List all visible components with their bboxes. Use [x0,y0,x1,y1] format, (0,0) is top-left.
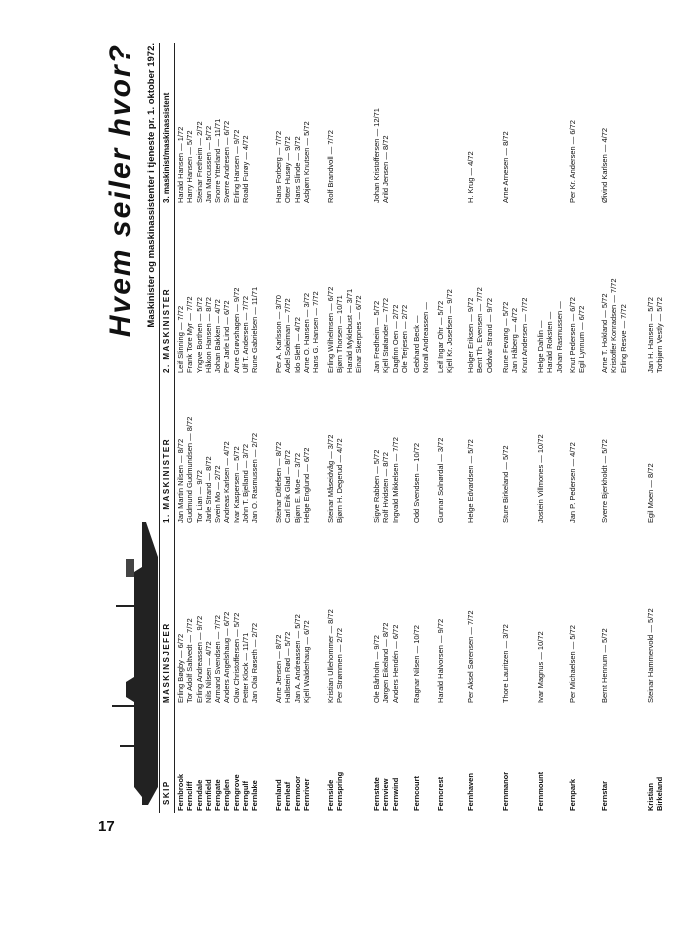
crew-entry: Johan Bakken — 4/72 [213,299,223,373]
crew-entry: Hans Slinde — 3/72 [292,136,302,203]
crew-entry: Einar Skerpnes — 6/72 [353,295,363,373]
crew-column-chief [436,619,445,703]
crew-column-m1 [412,443,421,523]
ship-name: Fernlake [250,780,260,811]
crew-entry: Dagfinn Oen — 2/72 [390,304,400,373]
crew-entry: Oddvar Strand — 9/72 [484,297,494,373]
ship-name: Fernview [381,778,391,811]
crew-entry: Steinar Ditlefsen — 8/72 [274,441,283,523]
ship-name: Ferngate [213,779,223,811]
crew-column-m1 [568,442,577,523]
crew-entry: H. Krug — 4/72 [466,151,475,203]
crew-entry: Yngve Borthen — 5/72 [194,297,204,373]
header-first: 1. MASKINISTER [162,437,171,523]
crew-entry: Gudmund Gudmundsen — 8/72 [185,416,195,523]
ship-name: Fernbrook [176,773,185,811]
crew-column-chief [646,608,655,703]
crew-entry: Rune Gabrielsen — 11/71 [250,286,260,373]
ship-name: Fernriver [301,778,311,811]
crew-entry: Bjørn E. Moe — 3/72 [292,452,302,523]
crew-entry: Kjell Kr. Josefsen — 9/72 [445,289,455,373]
ship-name: Fernglen [222,779,232,811]
crew-entry: Hans G. Hansen — 7/72 [311,291,321,373]
crew-entry: Per Jarle Lind — 6/72 [222,300,232,373]
crew-column-m1 [600,439,609,523]
crew-entry: Harald Hansen — 1/72 [176,126,185,203]
crew-column-m1 [326,435,345,523]
ship-name: Fernspring [335,771,345,811]
crew-entry: Jan Håberg — 4/72 [510,307,520,373]
crew-entry: Ole Terjesen — 2/72 [399,304,409,373]
ship-name: Ferncrest [436,776,445,811]
crew-column-chief [568,625,577,703]
crew-entry: Roald Furøy — 4/72 [241,135,251,203]
crew-column-m2 [600,279,628,374]
crew-entry: John T. Bjelland — 3/72 [241,443,251,523]
crew-entry: Gunnar Solnørdal — 3/72 [436,437,445,523]
ship-name: Fernpark [568,778,577,811]
crew-entry: Svein Mo — 2/72 [213,465,223,523]
crew-entry: Armand Svendsen — 7/72 [213,615,223,703]
crew-entry: Erling Andreassen — 9/72 [194,615,204,703]
crew-entry: Bjørn Thorsen — 10/71 [335,295,345,373]
crew-entry: Kristoffer Konradsen — 7/72 [609,278,619,373]
crew-entry: Olav Christoffersen — 5/72 [231,612,241,703]
crew-entry: Egil Lynnum — 6/72 [577,305,587,373]
crew-entry: Øivind Karlsen — 4/72 [600,127,609,203]
crew-column-m1 [436,438,445,523]
crew-entry: Frank Tore Myr — 7/72 [185,296,195,373]
crew-entry: Sigve Rabben — 5/72 [372,449,381,523]
crew-entry: Kjell Stølander — 7/72 [381,297,391,373]
crew-entry: Ivar Kaspersen — 5/72 [231,446,241,523]
crew-entry: Jørgen Eikeland — 8/72 [381,622,391,703]
crew-column-chief [176,612,260,703]
ship-names [412,776,421,811]
crew-entry: Odd Svendsen — 10/72 [412,442,421,523]
crew-column-m1 [501,445,510,523]
crew-entry: Per Kr. Andersen — 6/72 [568,120,577,203]
ship-name: Kristian [646,783,655,811]
crew-entry: Snorre Ytterland — 11/71 [213,118,223,203]
ship-name: Fernwind [390,777,400,811]
crew-entry: Andreas Karlsen — 4/72 [222,441,232,523]
ship-name: Fernfield [203,779,213,811]
ship-name: Fernstate [372,777,381,811]
ship-names [436,777,445,811]
crew-column-m3 [372,108,391,203]
crew-column-m3 [326,130,335,203]
crew-entry: Petter Klock — 11/71 [241,632,251,703]
crew-entry: Jarle Strand — 8/72 [203,456,213,523]
ship-name: Ferndale [194,779,204,811]
crew-column-m2 [501,298,529,373]
crew-column-m1 [176,417,260,523]
crew-column-m2 [176,287,260,373]
crew-entry: Jan P. Pedersen — 4/72 [568,442,577,523]
crew-entry: Sture Birkeland — 5/72 [501,445,510,523]
crew-column-m1 [646,463,655,523]
crew-entry: Harald Roksten — [545,311,555,373]
crew-column-chief [600,628,609,703]
crew-entry: Johan Kristoffersen — 12/71 [372,108,381,203]
page-title: Hvem seiler hvor? [104,43,137,338]
crew-entry: Leif Slinning — 7/72 [176,305,185,373]
crew-entry: Jan Olai Røseth — 2/72 [250,622,260,703]
crew-entry: Erling Resve — 7/72 [618,304,628,373]
crew-column-m2 [568,297,587,373]
crew-entry: Helge Dahlin — [536,320,545,373]
crew-entry: Rolf Brandvoll — 7/72 [326,130,335,203]
crew-column-m3 [568,120,577,203]
crew-entry: Per Aksel Sørensen — 7/72 [466,610,475,703]
crew-entry: Bjørn H. Degerud — 4/72 [335,438,345,523]
ship-names [501,772,510,811]
crew-entry: Torbjørn Vestly — 5/72 [655,297,665,373]
crew-entry: Erling Wilhelmsen — 6/72 [326,286,335,373]
crew-entry: Harald Myklebust — 3/71 [344,288,354,373]
crew-entry: Arne Arnesen — 8/72 [501,131,510,203]
crew-column-m2 [274,291,320,373]
crew-column-m2 [466,287,494,373]
page-subtitle: Maskinister og maskinassistenter i tjeneste pr. 1. oktober 1972. [146,43,157,328]
crew-column-m3 [176,119,250,203]
rotated-page-content [104,43,689,813]
crew-entry: Erling Bøgby — 6/72 [176,633,185,703]
crew-entry: Knut Andersen — 7/72 [519,297,529,373]
crew-column-m2 [412,302,431,373]
crew-entry: Gebhard Beck — [412,315,421,373]
page-number: 17 [98,818,115,835]
crew-entry: Erling Hansen — 9/72 [231,129,241,203]
ship-name: Ferngrove [231,774,241,811]
ship-names [536,772,545,811]
crew-column-chief [501,624,510,703]
crew-entry: Otter Husøy — 9/72 [283,136,293,203]
crew-entry: Per Michaelsen — 5/72 [568,625,577,703]
crew-column-m1 [466,439,475,523]
crew-entry: Steinar Fretheim — 2/72 [194,121,204,203]
ship-names [372,777,400,811]
ship-name: Ferngulf [241,781,251,811]
crew-entry: Arne Jensen — 8/72 [274,634,283,703]
crew-column-m3 [501,131,510,203]
ship-names [326,772,345,811]
crew-entry: Thore Lauritzen — 3/72 [501,624,510,703]
crew-entry: Jan O. Rasmussen — 2/72 [250,432,260,523]
crew-column-chief [326,609,345,703]
crew-entry: Håkon Hansen — 8/72 [203,297,213,373]
ship-name: Fernside [326,779,335,811]
crew-column-m1 [274,442,311,523]
crew-entry: Ole Bårholm — 9/72 [372,635,381,703]
crew-column-m2 [326,287,363,373]
crew-entry: Helge Edvardsen — 5/72 [466,439,475,523]
ship-name: Fernmount [536,771,545,811]
crew-entry: Arne Grøvshagen — 9/72 [231,287,241,373]
crew-entry: Carl Erik Glad — 8/72 [283,450,293,523]
crew-entry: Tor Lian — 9/72 [194,470,204,523]
crew-entry: Hallstein Rød — 5/72 [283,631,293,703]
ship-names [176,774,260,811]
crew-entry: Arne O. Hansen — 3/72 [301,292,311,373]
crew-entry: Per A. Karlsson — 3/70 [274,295,283,373]
ship-name: Ferncourt [412,775,421,811]
ship-name: Fernmoor [292,775,302,811]
ship-names [466,773,475,811]
ship-name: Fernstar [600,780,609,811]
crew-entry: Sverre Bjerkholdt — 5/72 [600,439,609,523]
ship-name: Fernmanor [501,771,510,811]
crew-entry: Ido Sleth — 4/72 [292,317,302,373]
header-second: 2. MASKINISTER [162,287,171,373]
header-ship: SKIP [162,780,171,805]
ship-name: Ferncliff [185,781,195,811]
crew-entry: Steinar Måseidvåg — 3/72 [326,434,335,523]
crew-entry: Per Strømmen — 2/72 [335,627,345,703]
ship-names [646,777,665,811]
crew-column-chief [412,625,421,703]
crew-column-m1 [372,437,400,523]
crew-entry: Kjell Walderhaug — 6/72 [301,620,311,703]
crew-entry: Bernt Hennum — 5/72 [600,628,609,703]
header-third: 3. maskinist/maskinassistent [162,92,171,203]
crew-entry: Anders Angelshaug — 6/72 [222,611,232,703]
crew-entry: Jan H. Hansen — 5/72 [646,297,655,373]
crew-entry: Jan A. Andreassen — 5/72 [292,614,302,703]
table-header [159,43,175,813]
crew-entry: Jan Martin Nilsen — 8/72 [176,438,185,523]
crew-entry: Ulf T. Andersen — 7/72 [241,296,251,373]
crew-entry: Ivar Magnus — 10/72 [536,631,545,703]
crew-entry: Steinar Hammervold — 5/72 [646,608,655,703]
crew-entry: Sverre Andresen — 6/72 [222,120,232,203]
crew-entry: Anders Hendén — 6/72 [390,624,400,703]
crew-entry: Ingvald Mikkelsen — 7/72 [390,437,400,523]
crew-column-chief [372,623,400,703]
ship-names [274,776,311,811]
crew-entry: Ragnar Nilsen — 10/72 [412,625,421,703]
crew-entry: Hans Forberg — 7/72 [274,130,283,203]
crew-table [174,43,689,813]
crew-entry: Arne T. Hokland — 5/72 [600,293,609,373]
crew-column-chief [466,610,475,703]
crew-column-chief [274,614,311,703]
header-chief: MASKINSJEFER [162,622,171,703]
crew-entry: Johan Rasmussen — [554,301,564,373]
ship-name: Fernland [274,779,283,811]
crew-entry: Helge Englund — 6/72 [301,447,311,523]
ship-name: Fernleaf [283,781,293,811]
crew-entry: Jan Marcussen — 5/72 [203,125,213,203]
crew-column-m2 [372,298,409,373]
crew-entry: Jostein Villmones — 10/72 [536,434,545,523]
crew-entry: Knut Pedersen — 6/72 [568,297,577,373]
crew-entry: Rolf Hvidsten — 8/72 [381,452,391,523]
crew-entry: Norall Andreassen — [421,302,431,373]
crew-entry: Harry Hansen — 5/72 [185,130,195,203]
crew-column-m3 [600,128,609,203]
crew-column-chief [536,631,545,703]
crew-entry: Nils Nilsen — 4/72 [203,641,213,703]
crew-entry: Arild Jensen — 8/72 [381,135,391,203]
crew-entry: Rune Fevang — 5/72 [501,301,510,373]
crew-entry: Kristian Ullehommer — 8/72 [326,609,335,703]
crew-entry: Asbjørn Knutsen — 5/72 [301,121,311,203]
crew-column-m2 [436,289,455,373]
crew-column-m2 [536,301,564,373]
crew-column-m2 [646,297,665,373]
crew-column-m1 [536,434,545,523]
ship-name: Birkeland [655,776,665,811]
crew-entry: Leif Ingar Ohr — 5/72 [436,300,445,373]
ship-names [600,781,609,811]
ship-names [568,779,577,811]
ship-name: Fernhaven [466,773,475,811]
crew-entry: Tor Adolf Saltvedt — 7/72 [185,618,195,703]
crew-entry: Adel Soleiman — 7/72 [283,298,293,373]
crew-column-m3 [274,121,311,203]
crew-entry: Bent Th. Evensen — 7/72 [475,287,485,373]
crew-entry: Jan Fredheim — 5/72 [372,300,381,373]
crew-entry: Harald Halvorsen — 9/72 [436,618,445,703]
crew-column-m3 [466,151,475,203]
crew-entry: Holger Eriksen — 9/72 [466,297,475,373]
crew-entry: Egil Moen — 8/72 [646,463,655,523]
